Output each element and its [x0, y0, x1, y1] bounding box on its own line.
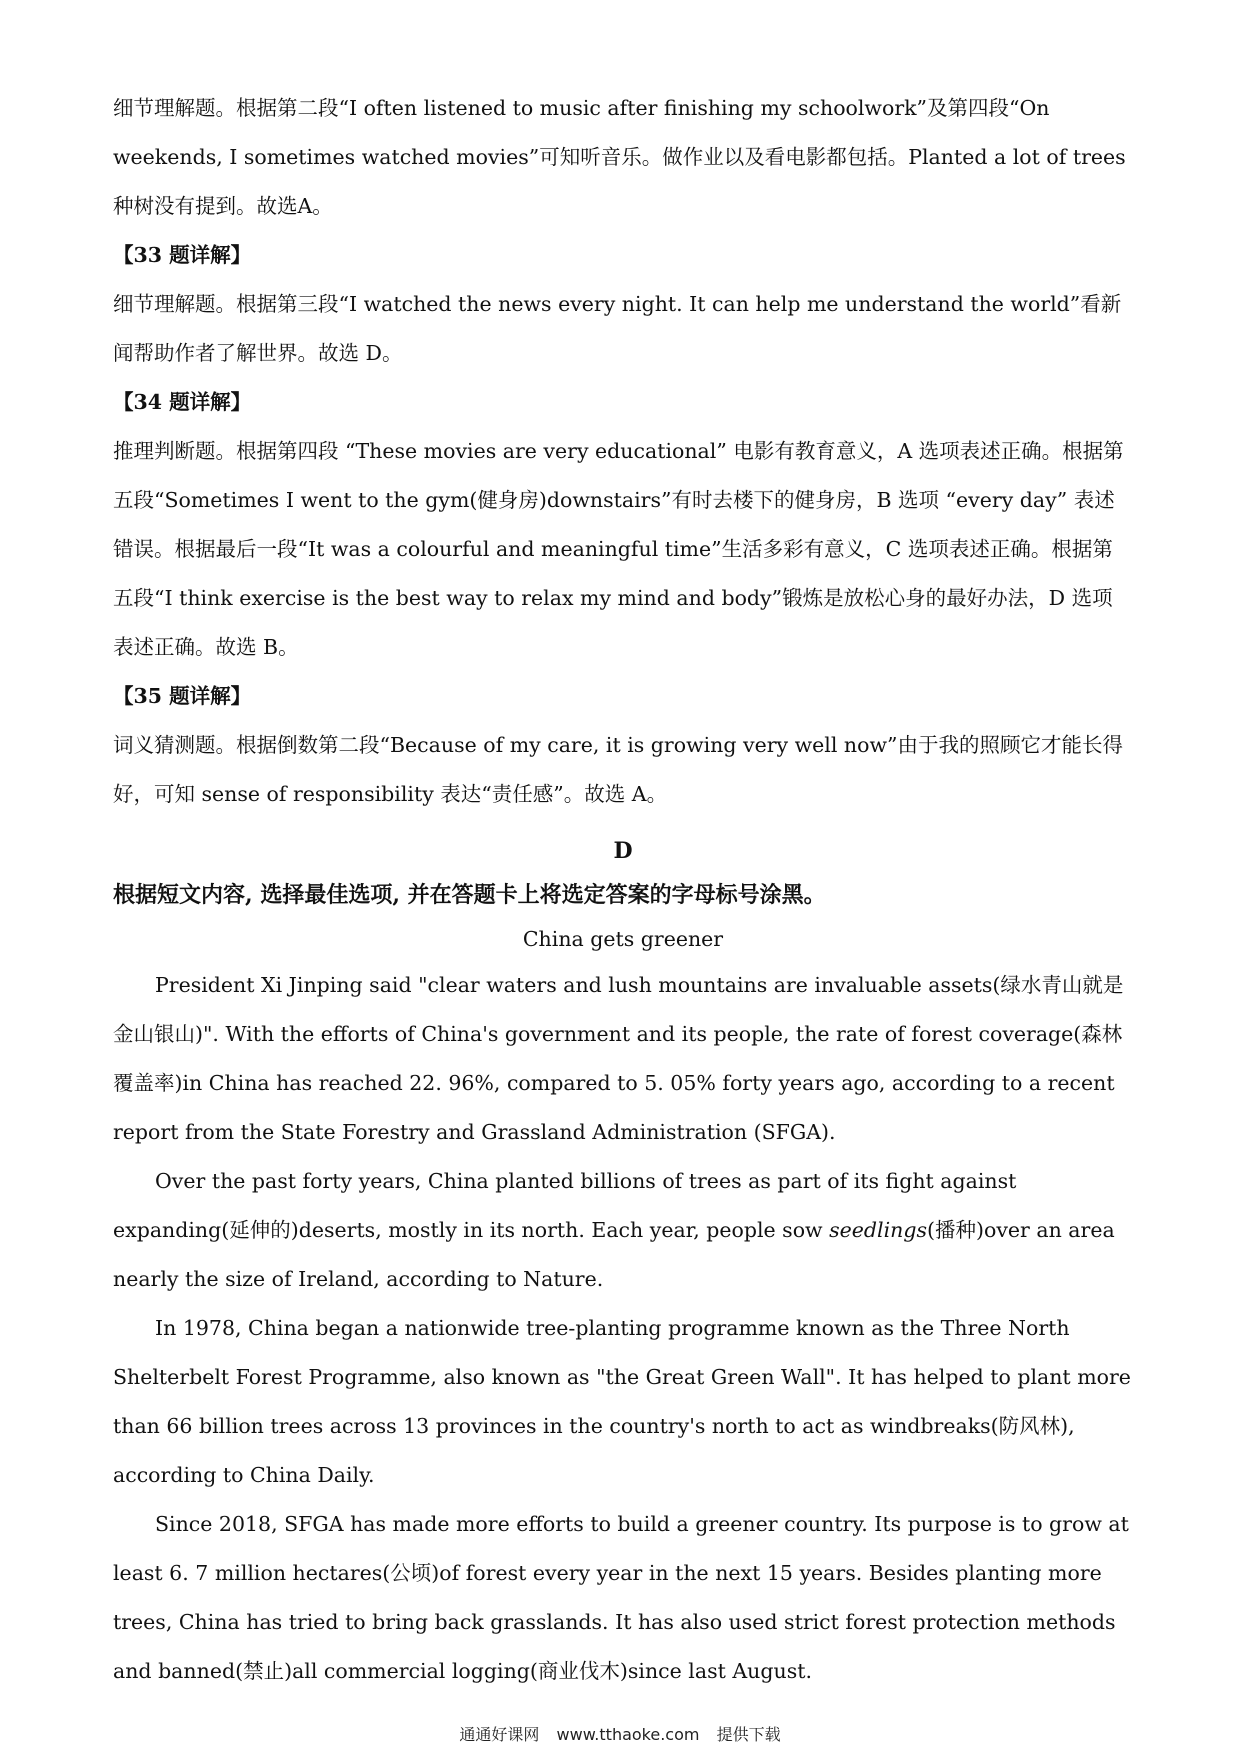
section-letter: D [613, 838, 633, 864]
section-d [113, 829, 1133, 1696]
q34-heading: 【34 题详解】 [113, 390, 252, 414]
footer-site-name: 通通好课网 [459, 1725, 540, 1744]
paragraph-2-text-a: Over the past forty years, China planted billions of trees as part of its fight against expanding(延伸的)deserts, mostly in its north. Each year, people sow [113, 1169, 1017, 1242]
q32-explanation: 细节理解题。根据第二段“I often listened to music after finishing my schoolwork”及第四段“On weekends, I sometimes watched movies”可知听音乐。做作业以及看电影都包括。Planted a lot of trees 种树没有提到。故选A。 [113, 96, 1126, 218]
footer-url[interactable]: www.tthaoke.com [556, 1725, 700, 1744]
paragraph-2-italic-word: seedlings [829, 1218, 927, 1242]
passage-paragraph-4: Since 2018, SFGA has made more efforts to build a greener country. Its purpose is to grow at least 6. 7 million hectares(公顷)of forest every year in the next 15 years. Besides planting more trees, China has tried to bring back grasslands. It has also used strict forest protection methods and banned(禁止)all commercial logging(商业伐木)since last August. [113, 1512, 1129, 1683]
passage-paragraph-3: In 1978, China began a nationwide tree-planting programme known as the Three North Shelterbelt Forest Programme, also known as "the Great Green Wall". It has helped to plant more than 66 billion trees across 13 provinces in the country's north to act as windbreaks(防风林), according to China Daily. [113, 1316, 1131, 1487]
q33-explanation: 细节理解题。根据第三段“I watched the news every night. It can help me understand the world”看新闻帮助作者了解世界。故选 D。 [113, 292, 1122, 365]
q35-heading: 【35 题详解】 [113, 684, 252, 708]
passage-paragraph-2 [113, 1157, 1133, 1304]
passage-paragraph-1: President Xi Jinping said "clear waters and lush mountains are invaluable assets(绿水青山就是金山银山)". With the efforts of China's government and its people, the rate of forest coverage(森林覆盖率)in China has reached 22. 96%, compared to 5. 05% forty years ago, according to a recent report from the State Forestry and Grassland Administration (SFGA). [113, 973, 1124, 1144]
q33-heading: 【33 题详解】 [113, 243, 252, 267]
q35-explanation: 词义猜测题。根据倒数第二段“Because of my care, it is growing very well now”由于我的照顾它才能长得好，可知 sense of responsibility 表达“责任感”。故选 A。 [113, 733, 1124, 806]
footer-note: 提供下载 [716, 1725, 781, 1744]
passage-title: China gets greener [522, 927, 724, 951]
section-instruction: 根据短文内容, 选择最佳选项, 并在答题卡上将选定答案的字母标号涂黑。 [113, 882, 826, 908]
paragraph-2-text-b: (播种)over an area nearly the size of Ireland, according to Nature. [113, 1218, 1115, 1291]
q34-explanation: 推理判断题。根据第四段 “These movies are very educational” 电影有教育意义，A 选项表述正确。根据第五段“Sometimes I went to the gym(健身房)downstairs”有时去楼下的健身房，B 选项 “every day” 表述错误。根据最后一段“It was a colourful and meaningful time”生活多彩有意义，C 选项表述正确。根据第五段“I think exercise is the best way to relax my mind and body”锻炼是放松心身的最好办法，D 选项表述正确。故选 B。 [113, 439, 1124, 659]
page-footer [0, 1722, 1240, 1745]
answer-explanations [113, 84, 1133, 819]
passage-body [113, 961, 1133, 1696]
